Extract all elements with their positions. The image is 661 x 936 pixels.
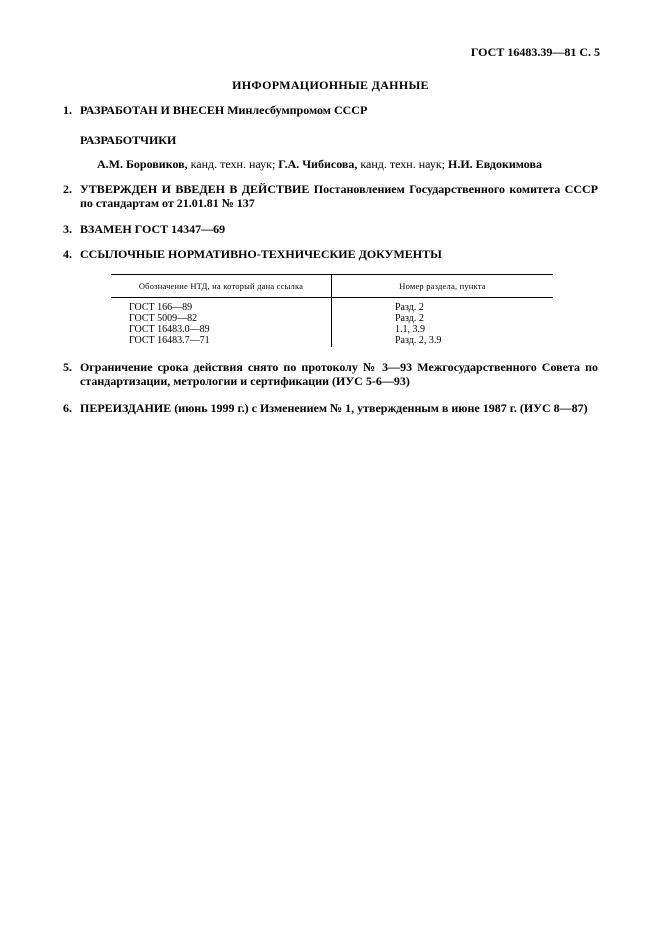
table-cell-ntd: ГОСТ 16483.7—71: [129, 335, 210, 346]
item-number: 1.: [63, 103, 72, 117]
item-text: ПЕРЕИЗДАНИЕ (июнь 1999 г.) с Изменением № 1, утвержденным в июне 1987 г. (ИУС 8—87): [80, 401, 588, 415]
developer-name: Г.А. Чибисова,: [278, 157, 358, 171]
item-number: 6.: [63, 401, 72, 415]
item-text: Ограничение срока действия снято по протоколу № 3—93 Межгосударственного Совета по стандартизации, метрологии и сертификации (ИУС 5-6—93): [80, 360, 598, 388]
table-header-ntd: Обозначение НТД, на который дана ссылка: [138, 281, 304, 291]
table-header-rule: [111, 297, 553, 298]
table-header-section: Номер раздела, пункта: [399, 281, 486, 291]
table-cell-section: Разд. 2: [395, 313, 424, 324]
developer-name: Н.И. Евдокимова: [448, 157, 542, 171]
item-number: 2.: [63, 182, 72, 196]
developer-degree: канд. техн. наук;: [187, 157, 279, 171]
item-text: РАЗРАБОТАН И ВНЕСЕН Минлесбумпромом СССР: [80, 103, 368, 117]
item-number: 3.: [63, 222, 72, 236]
page-title: ИНФОРМАЦИОННЫЕ ДАННЫЕ: [232, 78, 429, 92]
table-cell-section: Разд. 2: [395, 302, 424, 313]
page-header-code: ГОСТ 16483.39—81 С. 5: [470, 45, 600, 59]
table-cell-section: Разд. 2, 3.9: [395, 335, 442, 346]
developer-name: А.М. Боровиков,: [97, 157, 188, 171]
table-cell-section: 1.1, 3.9: [395, 324, 425, 335]
developers-heading: РАЗРАБОТЧИКИ: [80, 133, 177, 147]
item-text: ВЗАМЕН ГОСТ 14347—69: [80, 222, 226, 236]
developer-degree: канд. техн. наук;: [357, 157, 449, 171]
table-top-rule: [111, 274, 553, 275]
item-number: 5.: [63, 360, 72, 374]
item-text: ССЫЛОЧНЫЕ НОРМАТИВНО-ТЕХНИЧЕСКИЕ ДОКУМЕНТЫ: [80, 247, 442, 261]
table-cell-ntd: ГОСТ 166—89: [129, 302, 193, 313]
table-cell-ntd: ГОСТ 5009—82: [129, 313, 198, 324]
item-number: 4.: [63, 247, 72, 261]
item-text: УТВЕРЖДЕН И ВВЕДЕН В ДЕЙСТВИЕ Постановлением Государственного комитета СССР по стандартам от 21.01.81 № 137: [80, 182, 598, 210]
developers-list: [97, 157, 542, 172]
table-cell-ntd: ГОСТ 16483.0—89: [129, 324, 210, 335]
